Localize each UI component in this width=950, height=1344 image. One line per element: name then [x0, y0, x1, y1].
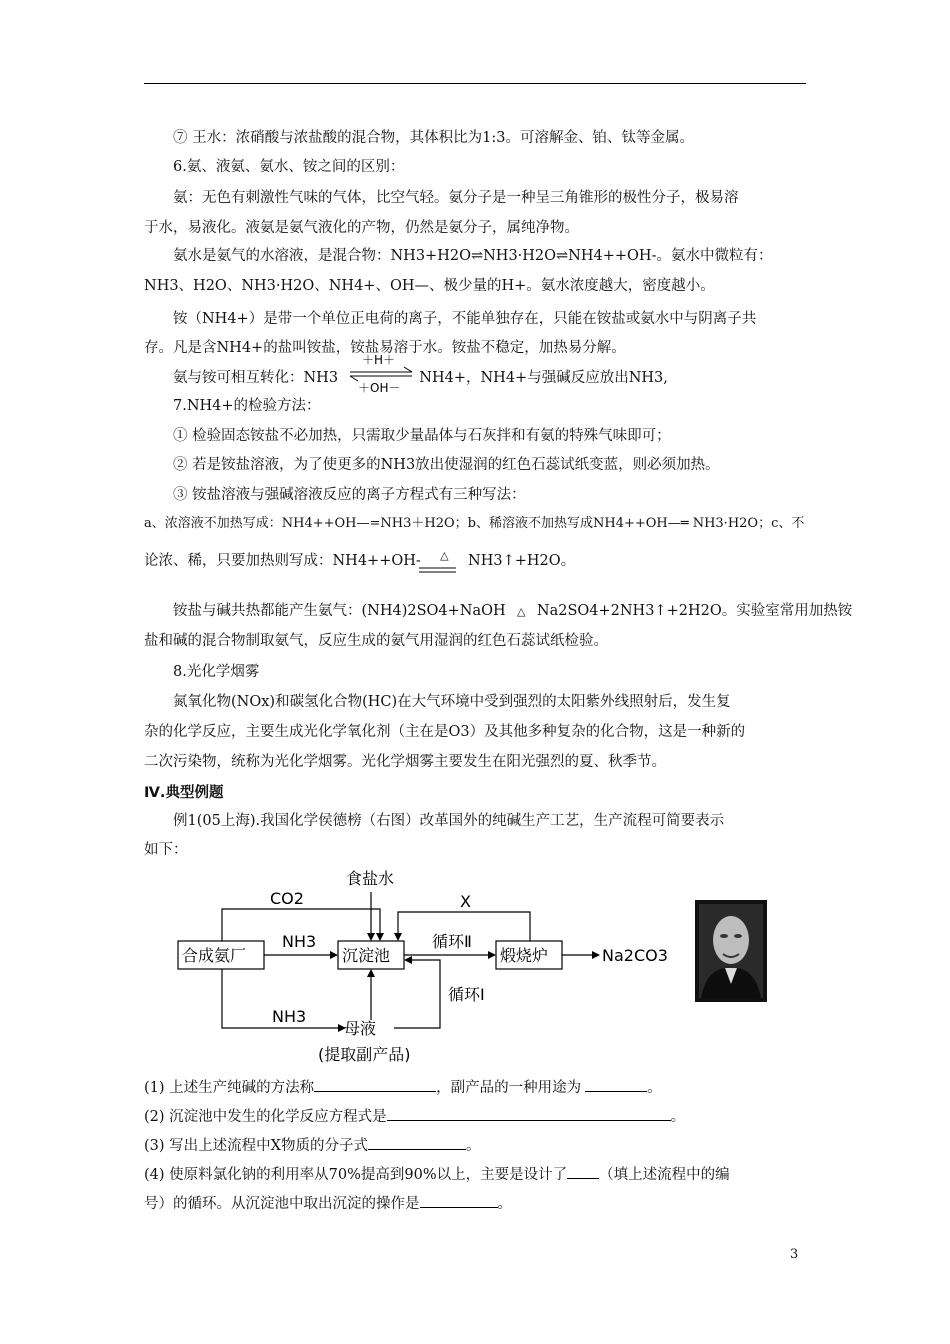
text-line: NH3、H2O、NH3·H2O、NH4+、OH—、极少量的H+。氨水浓度越大，密度越小。: [144, 278, 715, 294]
text-line: 氨：无色有刺激性气味的气体，比空气轻。氨分子是一种呈三角锥形的极性分子，极易溶: [173, 190, 739, 206]
question-1-text: (1) 上述生产纯碱的方法称: [144, 1080, 315, 1096]
delta-sign: △: [440, 549, 449, 562]
cycle-2-label: 循环Ⅱ: [432, 932, 472, 951]
question-1-text2: ，副产品的一种用途为: [436, 1080, 582, 1096]
question-1: [144, 1077, 662, 1098]
cycle-1-label: 循环Ⅰ: [448, 985, 485, 1004]
reversible-arrow: [348, 350, 418, 396]
arrow-bottom-label: ＋OH－: [358, 381, 401, 395]
text-line: 6.氨、液氨、氨水、铵之间的区别：: [173, 159, 405, 175]
question-1-end: 。: [647, 1080, 662, 1096]
delta-sign: △: [517, 605, 526, 618]
answer-blank[interactable]: [314, 1077, 436, 1092]
text-line: a、浓溶液不加热写成：NH4++OH—=NH3＋H2O；b、稀溶液不加热写成NH4++OH—═ NH3·H2O；c、不: [144, 516, 805, 531]
text-line: 氮氧化物(NOx)和碳氢化合物(HC)在大气环境中受到强烈的太阳紫外线照射后，发生复: [173, 694, 731, 710]
text-line: [173, 601, 852, 622]
text-line: ① 检验固态铵盐不必加热，只需取少量晶体与石灰拌和有氨的特殊气味即可；: [173, 428, 671, 444]
text-line: ② 若是铵盐溶液，为了使更多的NH3放出使湿润的红色石蕊试纸变蓝，则必须加热。: [173, 457, 720, 473]
text-line: 杂的化学反应，主要生成光化学氧化剂（主在是O3）及其他多种复杂的化合物，这是一种新的: [144, 724, 746, 740]
text-line: 二次污染物，统称为光化学烟雾。光化学烟雾主要发生在阳光强烈的夏、秋季节。: [144, 754, 666, 770]
brine-label: 食盐水: [346, 869, 395, 888]
heat-equals: [418, 566, 458, 574]
byproduct-label: (提取副产品): [318, 1045, 411, 1064]
question-2-text: (2) 沉淀池中发生的化学反应方程式是: [144, 1109, 387, 1125]
text-line: 如下：: [144, 842, 188, 858]
text-line: 盐和碱的混合物制取氨气，反应生成的氨气用湿润的红色石蕊试纸检验。: [144, 633, 608, 649]
text-line: ⑦ 王水：浓硝酸与浓盐酸的混合物，其体积比为1:3。可溶解金、铂、钛等金属。: [173, 130, 694, 146]
text-line: 例1(05上海).我国化学侯德榜（右图）改革国外的纯碱生产工艺，生产流程可简要表示: [173, 813, 725, 829]
answer-blank[interactable]: [387, 1106, 671, 1121]
text-line: 7.NH4+的检验方法：: [173, 398, 321, 414]
tank-label: 沉淀池: [342, 946, 391, 965]
heat-eq-left: 论浓、稀，只要加热则写成：NH4++OH-: [144, 553, 421, 569]
header-rule: [144, 83, 806, 84]
text-line: 于水，易液化。液氨是氨气液化的产物，仍然是氨分子，属纯净物。: [144, 220, 579, 236]
question-4-text: (4) 使原料氯化钠的利用率从70%提高到90%以上，主要是设计了: [144, 1167, 568, 1183]
portrait-photo: [695, 900, 767, 1002]
question-4-end: 。: [497, 1196, 512, 1212]
question-4: [144, 1164, 730, 1185]
nh3-label-top: NH3: [282, 932, 317, 951]
section-heading: Ⅳ.典型例题: [144, 785, 224, 801]
arrow-top-label: ＋H＋: [362, 353, 396, 367]
product-label: Na2CO3: [602, 946, 668, 965]
text-line: 铵（NH4+）是带一个单位正电荷的离子，不能单独存在，只能在铵盐或氨水中与阴离子共: [173, 311, 757, 327]
question-4-cont: [144, 1193, 512, 1214]
furnace-label: 煅烧炉: [500, 946, 549, 965]
question-3-end: 。: [465, 1138, 481, 1154]
heat-eq-right: NH3↑+H2O。: [468, 553, 576, 569]
question-3: [144, 1135, 480, 1156]
text-line: 8.光化学烟雾: [173, 664, 260, 680]
heat-eq2-left: 铵盐与碱共热都能产生氨气：(NH4)2SO4+NaOH: [173, 603, 506, 619]
text-line: [144, 551, 575, 572]
co2-label: CO2: [270, 889, 304, 908]
question-2-end: 。: [670, 1109, 686, 1125]
question-3-text: (3) 写出上述流程中X物质的分子式: [144, 1138, 368, 1154]
answer-blank[interactable]: [420, 1193, 498, 1208]
process-flow-diagram: [170, 862, 690, 1070]
question-4-text3: 号）的循环。从沉淀池中取出沉淀的操作是: [144, 1196, 420, 1212]
answer-blank[interactable]: [368, 1135, 466, 1150]
factory-label: 合成氨厂: [182, 946, 247, 965]
text-line: ③ 铵盐溶液与强碱溶液反应的离子方程式有三种写法：: [173, 487, 526, 503]
answer-blank[interactable]: [585, 1077, 647, 1092]
text-line: 氨水是氨气的水溶液，是混合物：NH3+H2O⇌NH3·H2O⇌NH4++OH-。氨水中微粒有：: [173, 248, 773, 264]
eq-left: 氨与铵可相互转化：NH3: [173, 370, 339, 386]
eq-right: NH4+，NH4+与强碱反应放出NH3,: [419, 370, 668, 386]
mother-liquor-label: 母液: [344, 1019, 377, 1038]
nh3-label-bottom: NH3: [272, 1007, 307, 1026]
heat-eq2-right: Na2SO4+2NH3↑+2H2O。实验室常用加热铵: [536, 603, 853, 619]
x-label: X: [460, 892, 471, 911]
page-number: 3: [790, 1247, 799, 1262]
question-2: [144, 1106, 685, 1127]
text-line: [173, 368, 668, 388]
question-4-text2: （填上述流程中的编: [599, 1167, 730, 1183]
answer-blank[interactable]: [567, 1164, 599, 1179]
text-line: 存。凡是含NH4+的盐叫铵盐，铵盐易溶于水。铵盐不稳定，加热易分解。: [144, 340, 626, 356]
